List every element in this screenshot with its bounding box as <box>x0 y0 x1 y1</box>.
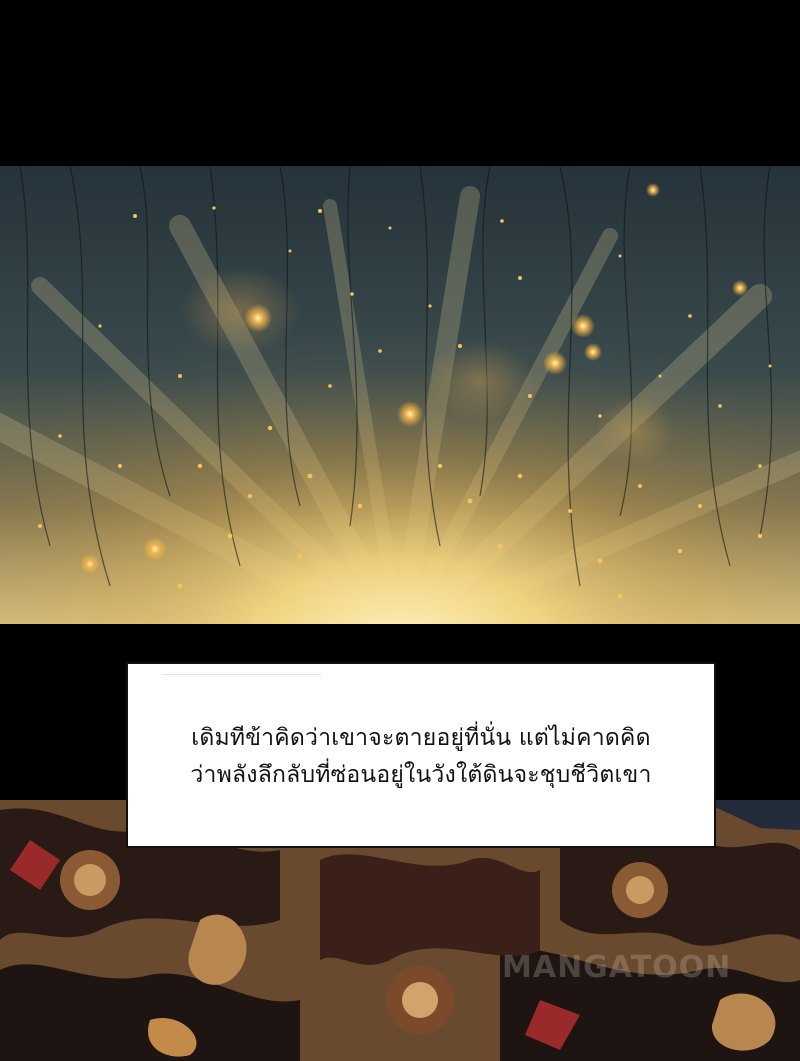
caption-line-1: เดิมทีข้าคิดว่าเขาจะตายอยู่ที่นั่น แต่ไม่คาดคิด <box>191 725 651 751</box>
narration-caption-box <box>126 662 716 848</box>
mangatoon-watermark: MANGATOON <box>502 950 732 985</box>
light-burst-illustration <box>0 166 800 624</box>
caption-divider <box>162 674 322 675</box>
caption-line-2: ว่าพลังลึกลับที่ซ่อนอยู่ในวังใต้ดินจะชุบชีวิตเขา <box>190 762 652 788</box>
narration-caption <box>128 720 714 794</box>
golden-light-panel <box>0 166 800 624</box>
